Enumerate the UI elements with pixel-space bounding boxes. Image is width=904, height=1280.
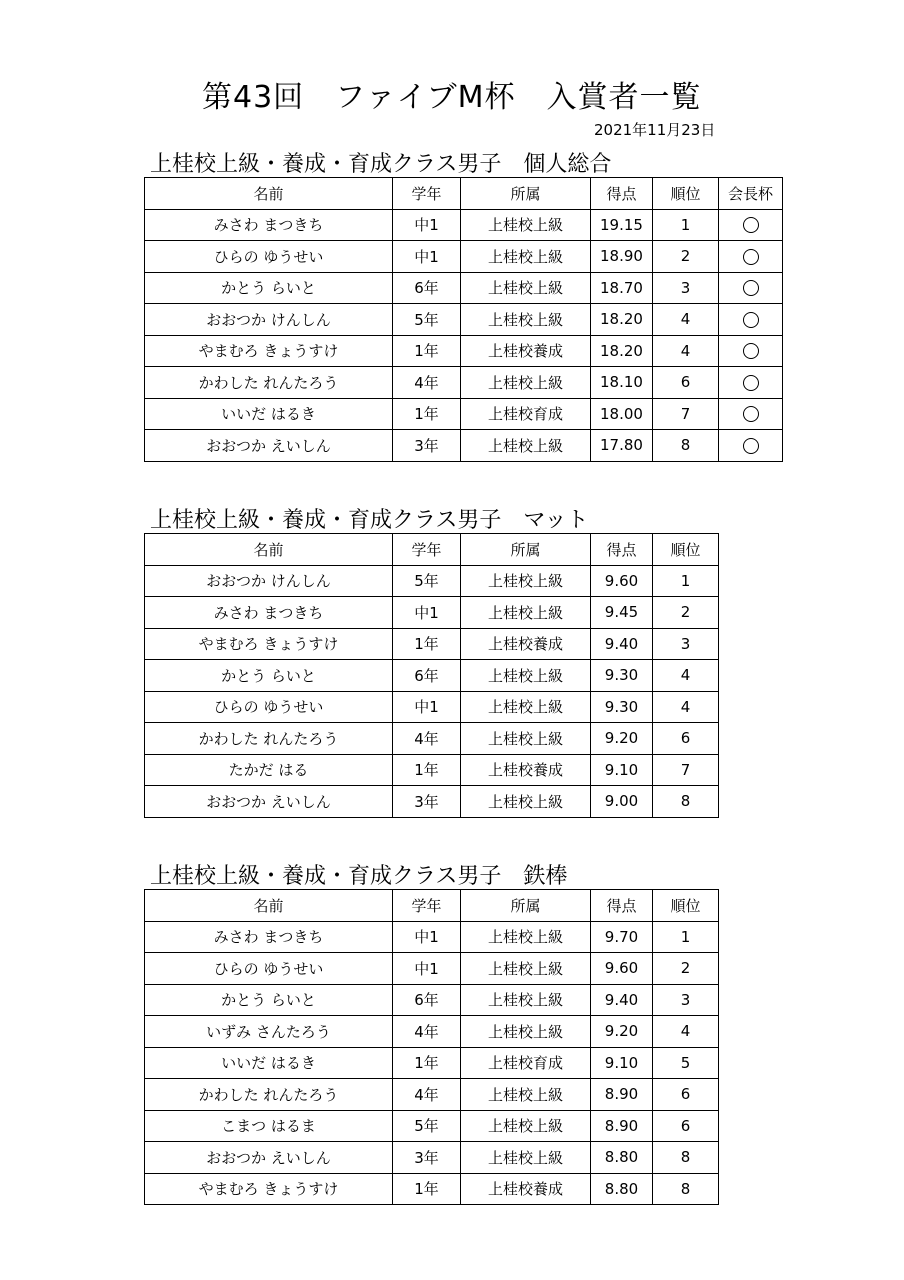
chairman-cup-cell xyxy=(719,335,783,367)
cell-score: 9.45 xyxy=(591,597,653,629)
circle-mark-icon xyxy=(743,280,759,296)
cell-grade: 4年 xyxy=(393,367,461,399)
table-row xyxy=(145,398,783,430)
cell-name: やまむろ きょうすけ xyxy=(145,335,393,367)
cell-grade: 中1 xyxy=(393,209,461,241)
cell-rank: 1 xyxy=(653,921,719,953)
cell-grade: 4年 xyxy=(393,723,461,755)
cell-rank: 4 xyxy=(653,335,719,367)
table-row xyxy=(145,1047,719,1079)
cell-rank: 5 xyxy=(653,1047,719,1079)
cell-affiliation: 上桂校上級 xyxy=(461,786,591,818)
cell-name: かわした れんたろう xyxy=(145,723,393,755)
cell-grade: 5年 xyxy=(393,565,461,597)
cell-name: かわした れんたろう xyxy=(145,367,393,399)
cell-rank: 6 xyxy=(653,723,719,755)
cell-grade: 3年 xyxy=(393,786,461,818)
cell-affiliation: 上桂校上級 xyxy=(461,304,591,336)
cell-grade: 1年 xyxy=(393,1047,461,1079)
cell-rank: 7 xyxy=(653,754,719,786)
column-header-grade: 学年 xyxy=(393,178,461,210)
chairman-cup-cell xyxy=(719,241,783,273)
table-row xyxy=(145,597,719,629)
cell-affiliation: 上桂校養成 xyxy=(461,1173,591,1205)
cell-affiliation: 上桂校上級 xyxy=(461,691,591,723)
column-header-name: 名前 xyxy=(145,178,393,210)
chairman-cup-cell xyxy=(719,272,783,304)
cell-grade: 1年 xyxy=(393,398,461,430)
column-header-chairman-cup: 会長杯 xyxy=(719,178,783,210)
cell-grade: 1年 xyxy=(393,335,461,367)
circle-mark-icon xyxy=(743,406,759,422)
table-row xyxy=(145,1016,719,1048)
circle-mark-icon xyxy=(743,438,759,454)
cell-rank: 3 xyxy=(653,272,719,304)
cell-name: かとう らいと xyxy=(145,984,393,1016)
cell-rank: 2 xyxy=(653,953,719,985)
cell-name: おおつか けんしん xyxy=(145,565,393,597)
cell-score: 18.20 xyxy=(591,304,653,336)
column-header-grade: 学年 xyxy=(393,890,461,922)
table-row xyxy=(145,786,719,818)
table-row xyxy=(145,430,783,462)
cell-grade: 中1 xyxy=(393,691,461,723)
column-header-grade: 学年 xyxy=(393,534,461,566)
table-row xyxy=(145,367,783,399)
cell-score: 8.80 xyxy=(591,1173,653,1205)
cell-rank: 4 xyxy=(653,1016,719,1048)
cell-rank: 8 xyxy=(653,1173,719,1205)
cell-score: 9.40 xyxy=(591,984,653,1016)
cell-affiliation: 上桂校上級 xyxy=(461,1016,591,1048)
cell-affiliation: 上桂校上級 xyxy=(461,984,591,1016)
cell-grade: 中1 xyxy=(393,921,461,953)
cell-grade: 5年 xyxy=(393,304,461,336)
chairman-cup-cell xyxy=(719,209,783,241)
cell-affiliation: 上桂校養成 xyxy=(461,335,591,367)
table-row xyxy=(145,1142,719,1174)
cell-name: いいだ はるき xyxy=(145,398,393,430)
cell-affiliation: 上桂校育成 xyxy=(461,1047,591,1079)
table-row xyxy=(145,209,783,241)
table-row xyxy=(145,1079,719,1111)
cell-affiliation: 上桂校上級 xyxy=(461,209,591,241)
cell-grade: 中1 xyxy=(393,241,461,273)
cell-rank: 1 xyxy=(653,565,719,597)
table-header-row xyxy=(145,178,783,210)
cell-name: おおつか けんしん xyxy=(145,304,393,336)
circle-mark-icon xyxy=(743,217,759,233)
column-header-name: 名前 xyxy=(145,890,393,922)
chairman-cup-cell xyxy=(719,430,783,462)
cell-grade: 6年 xyxy=(393,660,461,692)
chairman-cup-cell xyxy=(719,367,783,399)
cell-rank: 4 xyxy=(653,304,719,336)
column-header-rank: 順位 xyxy=(653,534,719,566)
cell-score: 8.90 xyxy=(591,1110,653,1142)
table-row xyxy=(145,1110,719,1142)
cell-affiliation: 上桂校上級 xyxy=(461,1110,591,1142)
cell-grade: 中1 xyxy=(393,953,461,985)
cell-rank: 3 xyxy=(653,984,719,1016)
cell-affiliation: 上桂校育成 xyxy=(461,398,591,430)
cell-rank: 8 xyxy=(653,430,719,462)
table-row xyxy=(145,660,719,692)
cell-rank: 8 xyxy=(653,1142,719,1174)
cell-rank: 3 xyxy=(653,628,719,660)
circle-mark-icon xyxy=(743,375,759,391)
cell-name: たかだ はる xyxy=(145,754,393,786)
cell-rank: 6 xyxy=(653,1110,719,1142)
cell-score: 9.00 xyxy=(591,786,653,818)
cell-name: ひらの ゆうせい xyxy=(145,241,393,273)
circle-mark-icon xyxy=(743,249,759,265)
section-title-overall: 上桂校上級・養成・育成クラス男子 個人総合 xyxy=(150,152,612,177)
cell-grade: 3年 xyxy=(393,430,461,462)
circle-mark-icon xyxy=(743,343,759,359)
cell-affiliation: 上桂校上級 xyxy=(461,272,591,304)
cell-affiliation: 上桂校養成 xyxy=(461,628,591,660)
cell-score: 9.70 xyxy=(591,921,653,953)
section-title-mat: 上桂校上級・養成・育成クラス男子 マット xyxy=(150,508,589,533)
table-row xyxy=(145,723,719,755)
cell-rank: 6 xyxy=(653,1079,719,1111)
cell-name: かとう らいと xyxy=(145,272,393,304)
cell-grade: 6年 xyxy=(393,984,461,1016)
cell-name: おおつか えいしん xyxy=(145,430,393,462)
cell-grade: 1年 xyxy=(393,628,461,660)
cell-rank: 6 xyxy=(653,367,719,399)
cell-score: 9.20 xyxy=(591,1016,653,1048)
cell-score: 9.30 xyxy=(591,691,653,723)
table-row xyxy=(145,335,783,367)
cell-rank: 2 xyxy=(653,597,719,629)
table-header-row xyxy=(145,890,719,922)
cell-rank: 7 xyxy=(653,398,719,430)
column-header-score: 得点 xyxy=(591,534,653,566)
cell-affiliation: 上桂校上級 xyxy=(461,723,591,755)
column-header-rank: 順位 xyxy=(653,890,719,922)
table-row xyxy=(145,304,783,336)
cell-score: 9.10 xyxy=(591,1047,653,1079)
cell-score: 9.30 xyxy=(591,660,653,692)
cell-name: かとう らいと xyxy=(145,660,393,692)
page-title: 第43回 ファイブM杯 入賞者一覧 xyxy=(202,80,702,115)
results-table-mat xyxy=(144,533,719,818)
cell-affiliation: 上桂校養成 xyxy=(461,754,591,786)
cell-affiliation: 上桂校上級 xyxy=(461,367,591,399)
cell-name: いいだ はるき xyxy=(145,1047,393,1079)
cell-rank: 8 xyxy=(653,786,719,818)
event-date: 2021年11月23日 xyxy=(594,121,716,139)
cell-name: みさわ まつきち xyxy=(145,921,393,953)
cell-affiliation: 上桂校上級 xyxy=(461,430,591,462)
cell-score: 9.60 xyxy=(591,565,653,597)
cell-name: やまむろ きょうすけ xyxy=(145,1173,393,1205)
table-row xyxy=(145,984,719,1016)
results-table-bar xyxy=(144,889,719,1205)
cell-score: 18.70 xyxy=(591,272,653,304)
cell-affiliation: 上桂校上級 xyxy=(461,660,591,692)
cell-score: 9.10 xyxy=(591,754,653,786)
cell-name: おおつか えいしん xyxy=(145,786,393,818)
cell-name: みさわ まつきち xyxy=(145,209,393,241)
circle-mark-icon xyxy=(743,312,759,328)
cell-name: やまむろ きょうすけ xyxy=(145,628,393,660)
chairman-cup-cell xyxy=(719,304,783,336)
table-row xyxy=(145,241,783,273)
chairman-cup-cell xyxy=(719,398,783,430)
cell-score: 8.90 xyxy=(591,1079,653,1111)
cell-grade: 5年 xyxy=(393,1110,461,1142)
cell-grade: 1年 xyxy=(393,1173,461,1205)
cell-name: ひらの ゆうせい xyxy=(145,953,393,985)
cell-grade: 4年 xyxy=(393,1016,461,1048)
cell-score: 8.80 xyxy=(591,1142,653,1174)
cell-rank: 1 xyxy=(653,209,719,241)
cell-name: こまつ はるま xyxy=(145,1110,393,1142)
table-row xyxy=(145,691,719,723)
cell-affiliation: 上桂校上級 xyxy=(461,921,591,953)
column-header-affiliation: 所属 xyxy=(461,890,591,922)
cell-score: 18.10 xyxy=(591,367,653,399)
cell-name: おおつか えいしん xyxy=(145,1142,393,1174)
table-row xyxy=(145,565,719,597)
cell-rank: 2 xyxy=(653,241,719,273)
cell-score: 18.00 xyxy=(591,398,653,430)
column-header-affiliation: 所属 xyxy=(461,178,591,210)
column-header-score: 得点 xyxy=(591,890,653,922)
section-title-bar: 上桂校上級・養成・育成クラス男子 鉄棒 xyxy=(150,864,568,889)
cell-affiliation: 上桂校上級 xyxy=(461,1142,591,1174)
column-header-rank: 順位 xyxy=(653,178,719,210)
table-row xyxy=(145,628,719,660)
table-row xyxy=(145,272,783,304)
cell-score: 17.80 xyxy=(591,430,653,462)
cell-grade: 中1 xyxy=(393,597,461,629)
table-row xyxy=(145,1173,719,1205)
cell-score: 19.15 xyxy=(591,209,653,241)
cell-name: みさわ まつきち xyxy=(145,597,393,629)
cell-grade: 6年 xyxy=(393,272,461,304)
cell-affiliation: 上桂校上級 xyxy=(461,241,591,273)
cell-affiliation: 上桂校上級 xyxy=(461,953,591,985)
cell-score: 18.20 xyxy=(591,335,653,367)
cell-affiliation: 上桂校上級 xyxy=(461,1079,591,1111)
cell-score: 9.40 xyxy=(591,628,653,660)
cell-affiliation: 上桂校上級 xyxy=(461,565,591,597)
column-header-name: 名前 xyxy=(145,534,393,566)
cell-score: 9.20 xyxy=(591,723,653,755)
cell-rank: 4 xyxy=(653,691,719,723)
cell-score: 18.90 xyxy=(591,241,653,273)
results-table-overall xyxy=(144,177,783,462)
cell-affiliation: 上桂校上級 xyxy=(461,597,591,629)
column-header-score: 得点 xyxy=(591,178,653,210)
cell-score: 9.60 xyxy=(591,953,653,985)
table-row xyxy=(145,921,719,953)
cell-name: ひらの ゆうせい xyxy=(145,691,393,723)
cell-name: いずみ さんたろう xyxy=(145,1016,393,1048)
cell-name: かわした れんたろう xyxy=(145,1079,393,1111)
column-header-affiliation: 所属 xyxy=(461,534,591,566)
table-row xyxy=(145,953,719,985)
cell-grade: 4年 xyxy=(393,1079,461,1111)
table-header-row xyxy=(145,534,719,566)
cell-rank: 4 xyxy=(653,660,719,692)
table-row xyxy=(145,754,719,786)
cell-grade: 3年 xyxy=(393,1142,461,1174)
cell-grade: 1年 xyxy=(393,754,461,786)
